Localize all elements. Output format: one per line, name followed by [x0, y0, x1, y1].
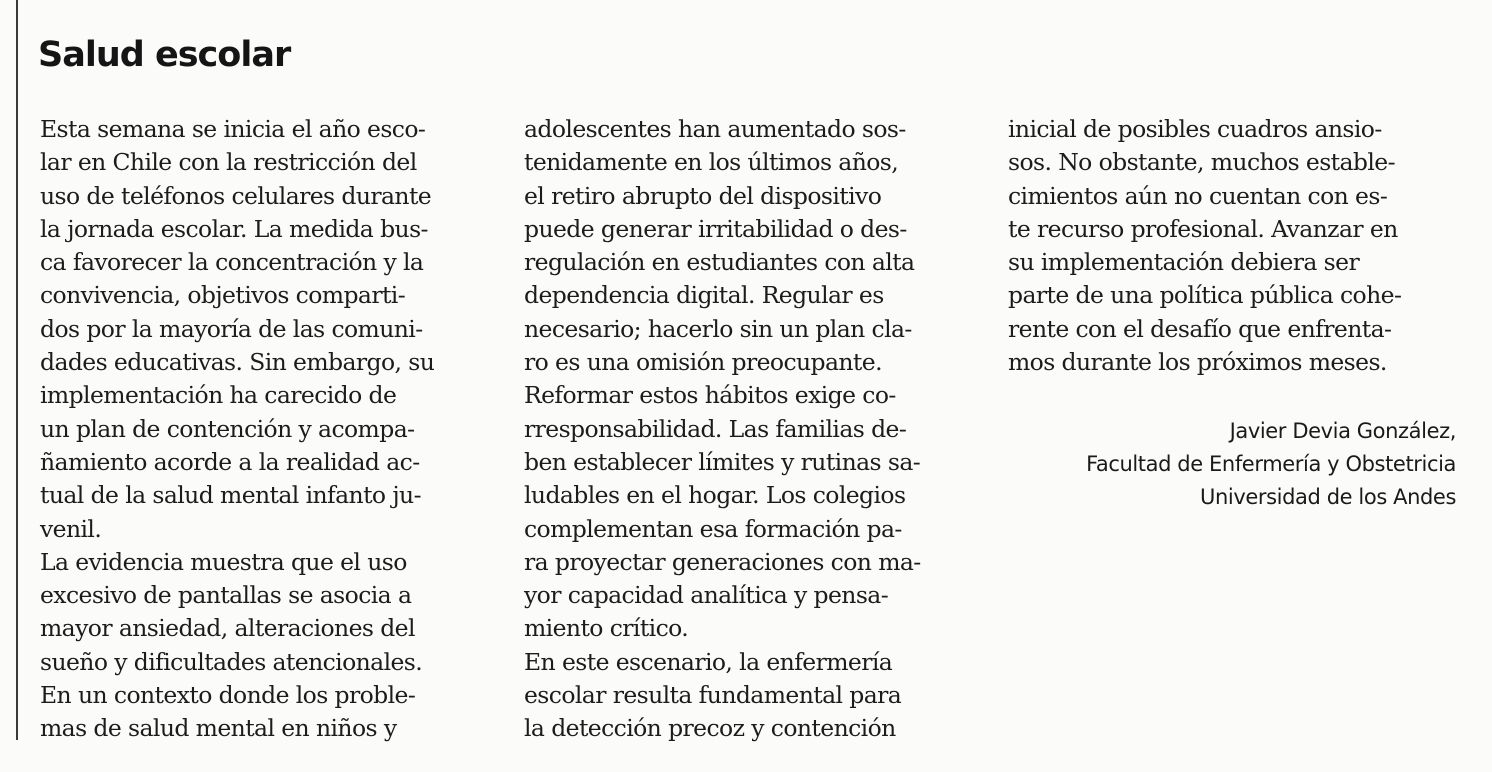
article-line: necesario; hacerlo sin un plan cla- [524, 314, 912, 343]
article-line: En un contexto donde los proble- [40, 681, 416, 710]
article-line: mas de salud mental en niños y [40, 714, 397, 743]
article-line: dos por la mayoría de las comuni- [40, 314, 423, 343]
article-line: dades educativas. Sin embargo, su [40, 348, 435, 377]
article-line: lar en Chile con la restricción del [40, 148, 417, 177]
article-line: la detección precoz y contención [524, 714, 896, 743]
article-line: excesivo de pantallas se asocia a [40, 581, 412, 610]
author-signature [1086, 415, 1456, 514]
article-line: su implementación debiera ser [1008, 248, 1360, 277]
article-line: el retiro abrupto del dispositivo [524, 181, 882, 210]
article-line: la jornada escolar. La medida bus- [40, 214, 428, 243]
article-line: La evidencia muestra que el uso [40, 547, 407, 576]
article-column-1 [40, 113, 434, 746]
article-line: ludables en el hogar. Los colegios [524, 481, 906, 510]
article-line: Esta semana se inicia el año esco- [40, 115, 426, 143]
article-title: Salud escolar [38, 35, 291, 75]
article-line: miento crítico. [524, 614, 689, 643]
article-line: yor capacidad analítica y pensa- [524, 581, 889, 610]
article-line: uso de teléfonos celulares durante [40, 181, 432, 210]
column-rule [16, 0, 18, 740]
article-line: te recurso profesional. Avanzar en [1008, 214, 1398, 243]
article-line: ra proyectar generaciones con ma- [524, 547, 921, 576]
article-column-3 [1008, 113, 1401, 379]
article-line: rente con el desafío que enfrenta- [1008, 314, 1392, 343]
article-line: inicial de posibles cuadros ansio- [1008, 115, 1382, 143]
article-line: ca favorecer la concentración y la [40, 248, 424, 277]
article-line: implementación ha carecido de [40, 381, 397, 410]
article-line: venil. [40, 514, 102, 543]
article-line: dependencia digital. Regular es [524, 281, 884, 310]
article-line: convivencia, objetivos comparti- [40, 281, 406, 310]
author-name: Javier Devia González, [1229, 419, 1456, 443]
article-line: regulación en estudiantes con alta [524, 248, 915, 277]
article-line: escolar resulta fundamental para [524, 681, 902, 710]
article-line: ben establecer límites y rutinas sa- [524, 447, 921, 476]
article-line: sueño y dificultades atencionales. [40, 647, 423, 676]
article-line: En este escenario, la enfermería [524, 647, 893, 676]
article-line: un plan de contención y acompa- [40, 414, 415, 443]
article-line: ñamiento acorde a la realidad ac- [40, 447, 420, 476]
article-line: complementan esa formación pa- [524, 514, 902, 543]
article-line: puede generar irritabilidad o des- [524, 214, 907, 243]
article-line: mos durante los próximos meses. [1008, 348, 1387, 377]
article-line: cimientos aún no cuentan con es- [1008, 181, 1388, 210]
article-line: sos. No obstante, muchos estable- [1008, 148, 1395, 177]
article-line: adolescentes han aumentado sos- [524, 115, 906, 143]
article-column-2 [524, 113, 921, 746]
article-line: ro es una omisión preocupante. [524, 348, 882, 377]
article-line: parte de una política pública cohe- [1008, 281, 1402, 310]
article-line: Reformar estos hábitos exige co- [524, 381, 896, 410]
author-university: Universidad de los Andes [1200, 485, 1456, 509]
article-line: mayor ansiedad, alteraciones del [40, 614, 415, 643]
article-line: rresponsabilidad. Las familias de- [524, 414, 907, 443]
author-faculty: Facultad de Enfermería y Obstetricia [1086, 452, 1456, 476]
article-line: tual de la salud mental infanto ju- [40, 481, 421, 510]
article-line: tenidamente en los últimos años, [524, 148, 899, 177]
